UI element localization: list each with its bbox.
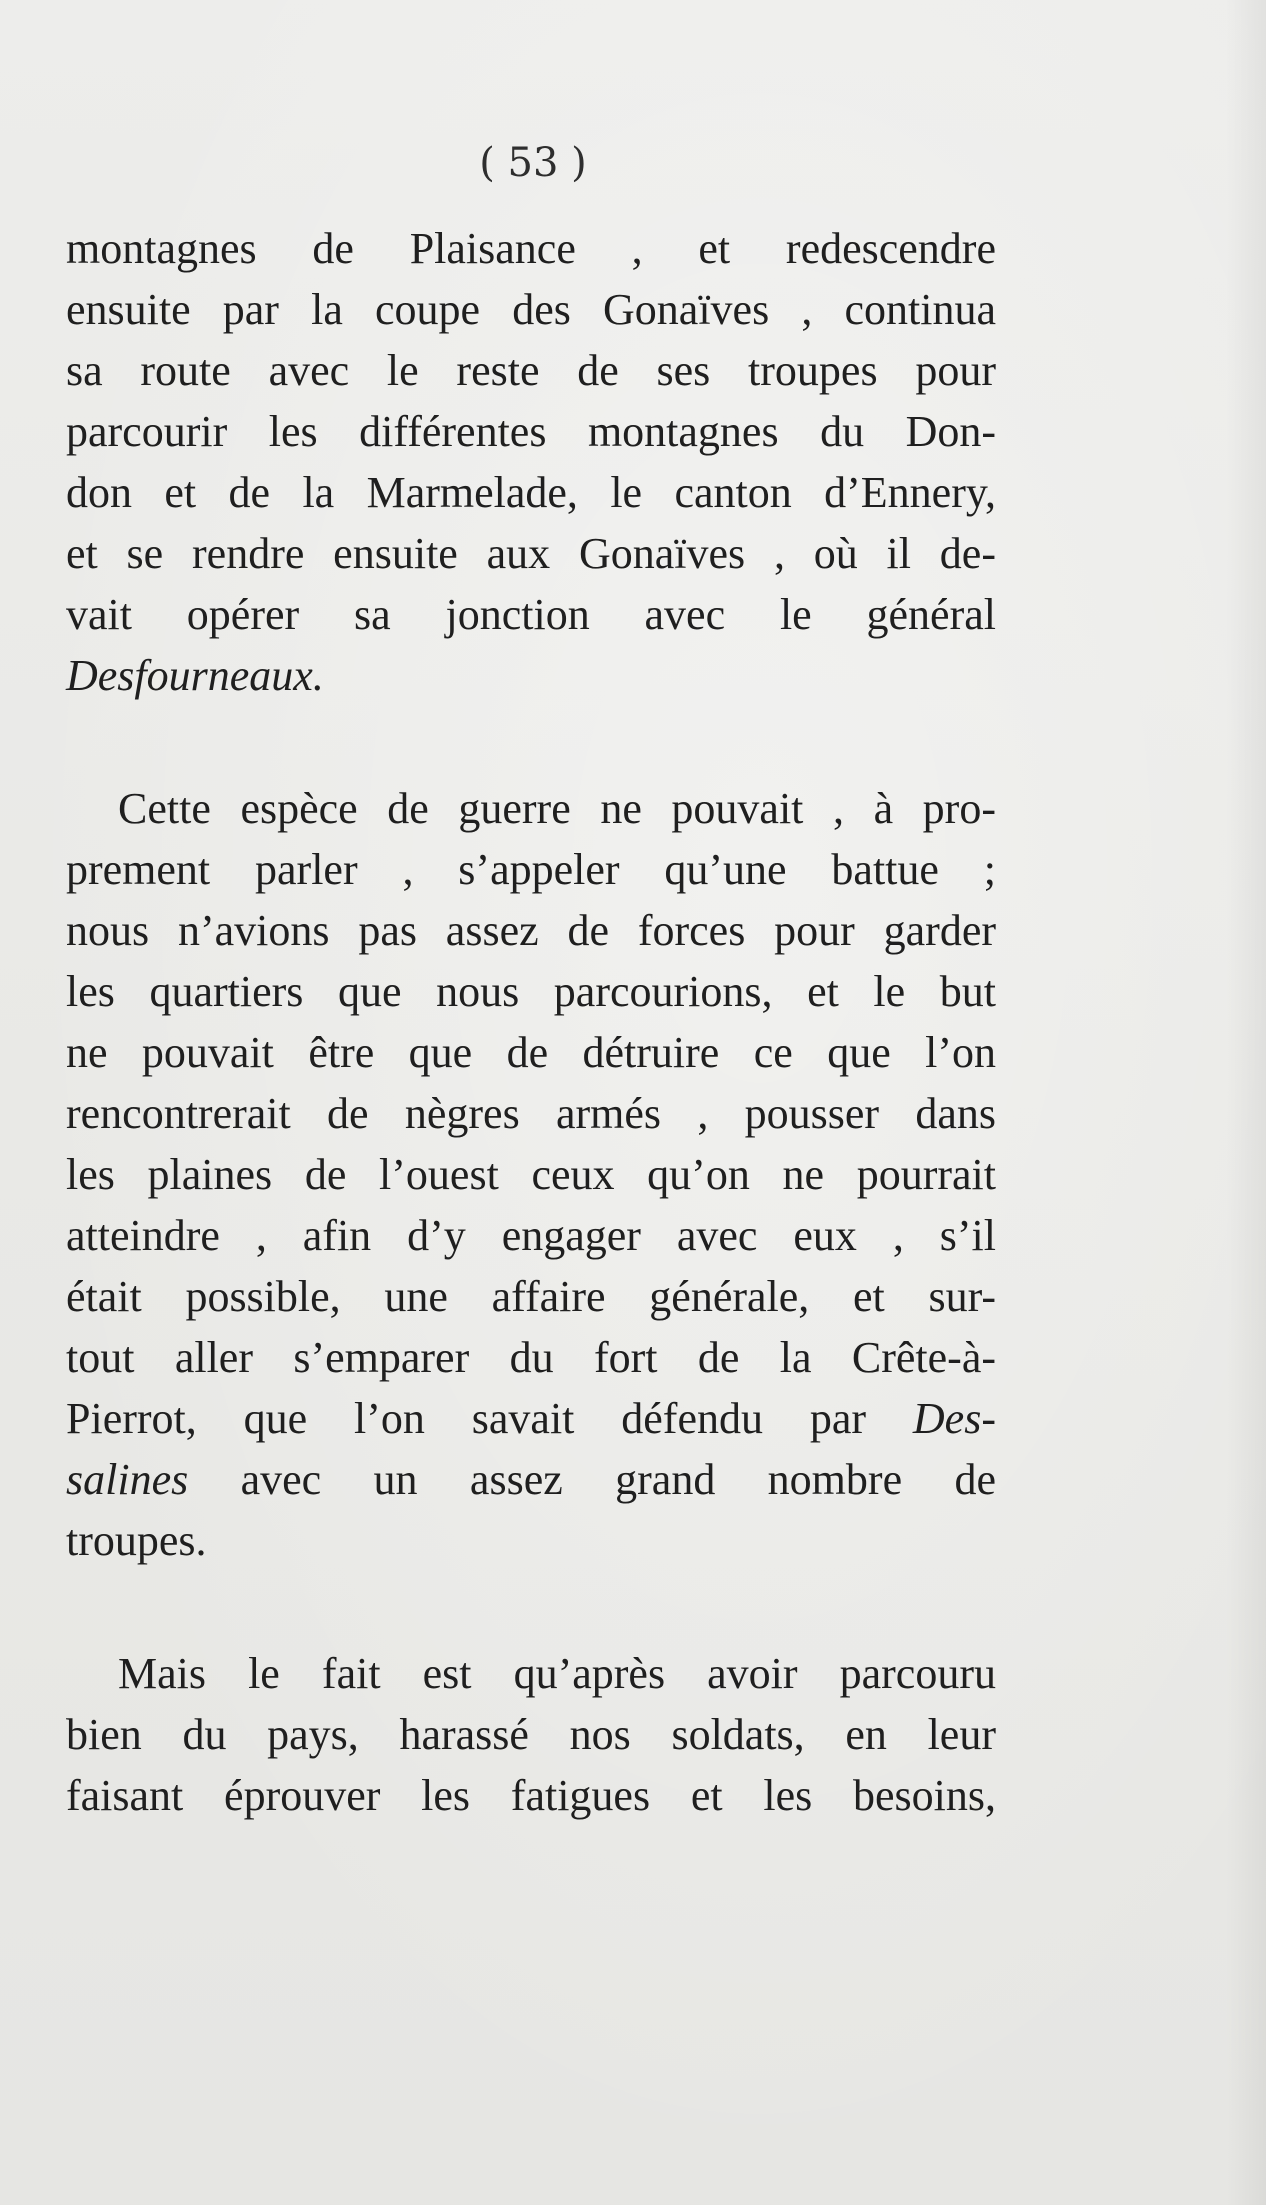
- text-line: nous n’avions pas assez de forces pour garder: [66, 906, 996, 955]
- text-line: prement parler , s’appeler qu’une battue ;: [66, 845, 996, 894]
- text-line: don et de la Marmelade, le canton d’Ennery,: [66, 468, 996, 517]
- text-line: Mais le fait est qu’après avoir parcouru: [118, 1649, 996, 1698]
- text-line: était possible, une affaire générale, et sur-: [66, 1272, 996, 1321]
- text-line: montagnes de Plaisance , et redescendre: [66, 224, 996, 273]
- text-line: atteindre , afin d’y engager avec eux , s’il: [66, 1211, 996, 1260]
- paragraph-2: [66, 778, 996, 1571]
- text-line: tout aller s’emparer du fort de la Crête-à-: [66, 1333, 996, 1382]
- italic-name: salines: [66, 1455, 189, 1504]
- body-text: [66, 218, 996, 1826]
- page-number: ( 53 ): [479, 140, 587, 186]
- text-line: rencontrerait de nègres armés , pousser dans: [66, 1089, 996, 1138]
- text-line: [66, 1388, 996, 1449]
- italic-name: Des-: [912, 1394, 996, 1443]
- text-line: parcourir les différentes montagnes du Don-: [66, 407, 996, 456]
- page-edge-shadow: [1226, 0, 1266, 2205]
- text-fragment: Pierrot, que l’on savait défendu par: [66, 1394, 913, 1443]
- text-line: ensuite par la coupe des Gonaïves , continua: [66, 285, 996, 334]
- text-line: [66, 645, 996, 706]
- italic-name: Desfourneaux.: [66, 651, 324, 700]
- text-line: faisant éprouver les fatigues et les besoins,: [66, 1771, 996, 1820]
- text-line: et se rendre ensuite aux Gonaïves , où il de-: [66, 529, 996, 578]
- text-line: Cette espèce de guerre ne pouvait , à pro-: [118, 784, 996, 833]
- text-line: bien du pays, harassé nos soldats, en leur: [66, 1710, 996, 1759]
- text-line: troupes.: [66, 1516, 207, 1565]
- text-line: les quartiers que nous parcourions, et le but: [66, 967, 996, 1016]
- text-line: les plaines de l’ouest ceux qu’on ne pourrait: [66, 1150, 996, 1199]
- text-line: ne pouvait être que de détruire ce que l’on: [66, 1028, 996, 1077]
- text-line: sa route avec le reste de ses troupes pour: [66, 346, 996, 395]
- text-fragment: avec un assez grand nombre de: [188, 1455, 996, 1504]
- paragraph-gap: [66, 1571, 996, 1643]
- text-line: vait opérer sa jonction avec le général: [66, 590, 996, 639]
- paragraph-1: [66, 218, 996, 706]
- paragraph-gap: [66, 706, 996, 778]
- text-line: [66, 1449, 996, 1510]
- paragraph-3: [66, 1643, 996, 1826]
